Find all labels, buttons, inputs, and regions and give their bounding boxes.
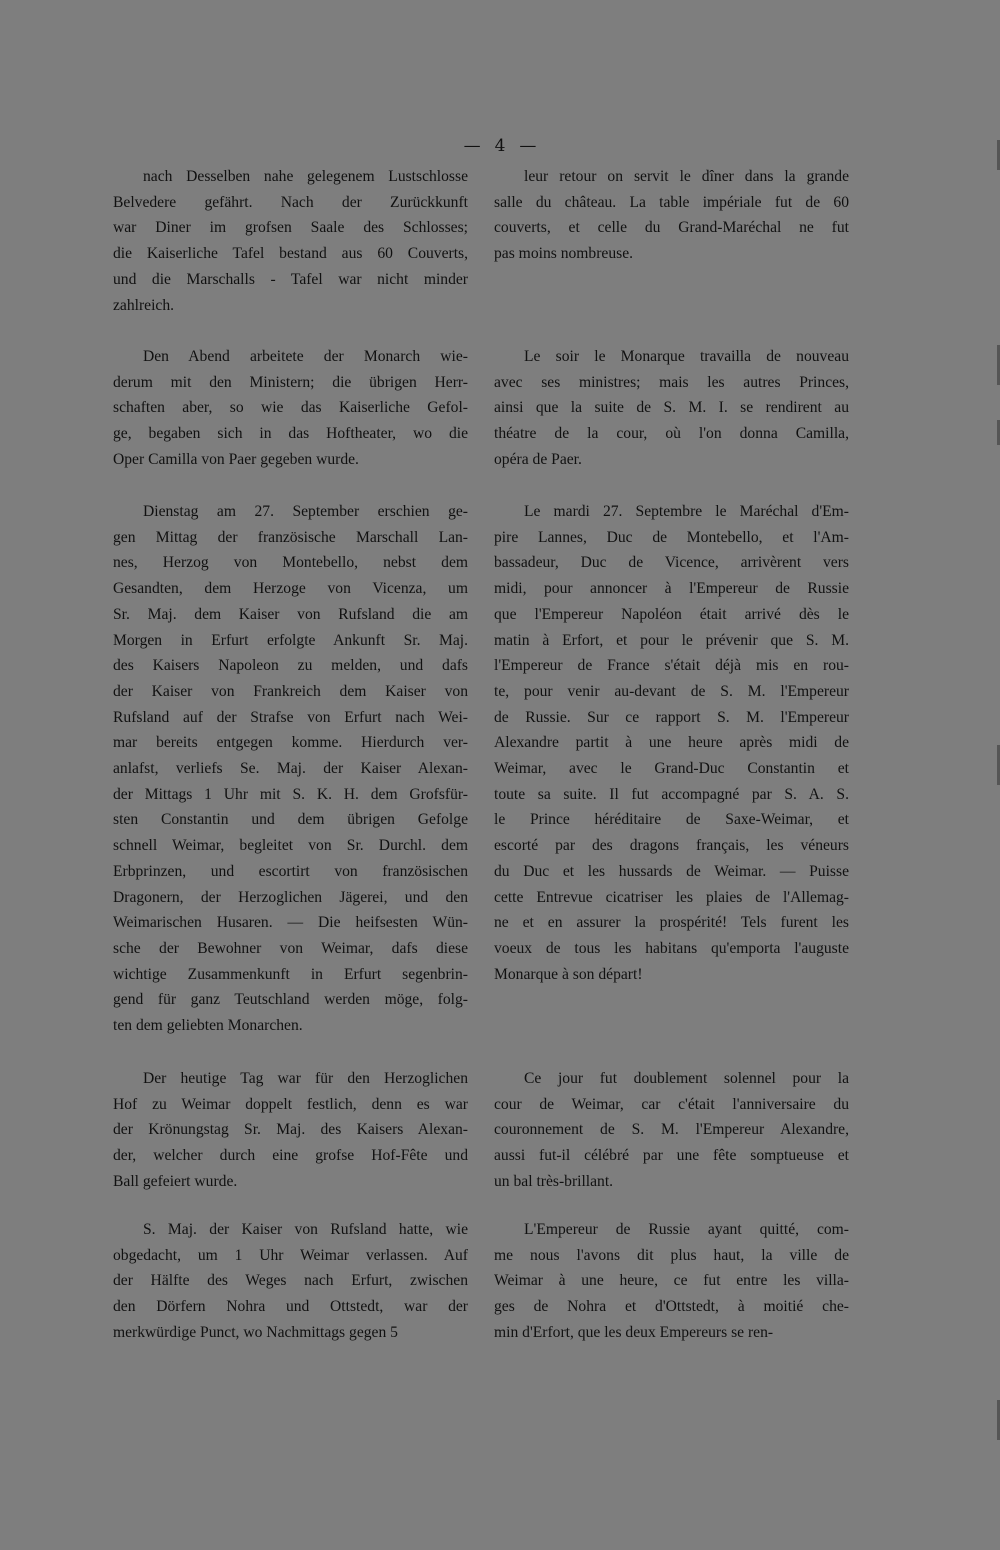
text-line: le Prince héréditaire de Saxe-Weimar, et (494, 811, 849, 829)
text-line: bassadeur, Duc de Vicence, arrivèrent vers (494, 554, 849, 572)
text-line: der Mittags 1 Uhr mit S. K. H. dem Grofsfür- (113, 785, 468, 803)
paragraph-de-heutige (113, 1066, 468, 1195)
text-line: schnell Weimar, begleitet von Sr. Durchl. dem (113, 837, 468, 855)
text-line: Belvedere gefährt. Nach der Zurückkunft (113, 193, 468, 211)
text-line: cour de Weimar, car c'était l'anniversaire du (494, 1095, 849, 1113)
text-line: ne et en assurer la prospérité! Tels furent les (494, 914, 849, 932)
text-line: matin à Erfort, et pour le prévenir que S. M. (494, 631, 849, 649)
text-line: der Krönungstag Sr. Maj. des Kaisers Alexan- (113, 1121, 468, 1139)
text-line: merkwürdige Punct, wo Nachmittags gegen 5 (113, 1323, 398, 1341)
text-line: zahlreich. (113, 296, 175, 314)
text-line: L'Empereur de Russie ayant quitté, com- (524, 1221, 849, 1238)
text-line: de Russie. Sur ce rapport S. M. l'Empereur (494, 708, 849, 726)
text-line: cette Entrevue cicatriser les plaies de l'Allemag- (494, 888, 849, 906)
text-line: Der heutige Tag war für den Herzoglichen (143, 1070, 468, 1087)
text-line: midi, pour annoncer à l'Empereur de Russie (494, 580, 849, 598)
text-line: den Dörfern Nohra und Ottstedt, war der (113, 1298, 468, 1316)
text-line: Dragonern, der Herzoglichen Jägerei, und den (113, 888, 468, 906)
text-line: der, welcher durch eine grofse Hof-Fête und (113, 1147, 468, 1165)
text-line: Ce jour fut doublement solennel pour la (524, 1070, 849, 1087)
text-line: sten Constantin und dem übrigen Gefolge (113, 811, 468, 829)
text-line: théatre de la cour, où l'on donna Camilla, (494, 425, 849, 443)
text-line: couronnement de S. M. l'Empereur Alexandre, (494, 1121, 849, 1139)
text-line: sche der Bewohner von Weimar, dafs diese (113, 939, 468, 957)
text-line: der Kaiser von Frankreich dem Kaiser von (113, 682, 468, 700)
text-line: mar bereits entgegen komme. Hierdurch ver- (113, 734, 468, 752)
page-number-dash-left: — (463, 136, 481, 156)
text-line: ten dem geliebten Monarchen. (113, 1017, 303, 1035)
text-line: du Duc et les hussards de Weimar. — Puisse (494, 862, 849, 880)
text-line: Morgen in Erfurt erfolgte Ankunft Sr. Maj. (113, 631, 468, 649)
text-line: escorté par des dragons français, les véneurs (494, 837, 849, 855)
text-line: l'Empereur de France s'était déjà mis en rou- (494, 657, 849, 675)
text-line: Weimarischen Husaren. — Die heifsesten Wün- (113, 914, 468, 932)
text-line: und die Marschalls - Tafel war nicht minder (113, 270, 468, 288)
text-line: des Kaisers Napoleon zu melden, und dafs (113, 657, 468, 675)
paragraph-de-belvedere (113, 164, 468, 318)
text-line: me nous l'avons dit plus haut, la ville de (494, 1246, 849, 1264)
text-line: Hof zu Weimar doppelt festlich, denn es war (113, 1095, 468, 1113)
text-line: pas moins nombreuse. (494, 245, 634, 263)
page-number-dash-right: — (519, 136, 537, 156)
text-line: leur retour on servit le dîner dans la grande (524, 168, 849, 185)
text-line: anlafst, verliefs Se. Maj. der Kaiser Alexan- (113, 760, 468, 778)
paragraph-de-abend (113, 344, 468, 473)
paragraph-de-smaj (113, 1217, 468, 1346)
text-line: Sr. Maj. dem Kaiser von Rufsland die am (113, 605, 468, 623)
page-number-value: 4 (494, 136, 506, 156)
text-line: der Hälfte des Weges nach Erfurt, zwischen (113, 1272, 468, 1290)
text-line: un bal très-brillant. (494, 1172, 614, 1190)
text-line: Alexandre partit à une heure après midi de (494, 734, 849, 752)
text-line: schaften aber, so wie das Kaiserliche Gefol- (113, 399, 468, 417)
text-line: obgedacht, um 1 Uhr Weimar verlassen. Auf (113, 1246, 468, 1264)
text-line: te, pour venir au-devant de S. M. l'Empereur (494, 682, 849, 700)
text-line: ainsi que la suite de S. M. I. se rendirent au (494, 399, 849, 417)
text-line: Monarque à son départ! (494, 965, 643, 983)
text-line: Dienstag am 27. September erschien ge- (143, 503, 468, 520)
paragraph-fr-mardi (494, 499, 849, 987)
text-line: toute sa suite. Il fut accompagné par S. A. S. (494, 785, 849, 803)
text-line: opéra de Paer. (494, 450, 582, 468)
text-line: nach Desselben nahe gelegenem Lustschlosse (143, 168, 468, 185)
text-line: derum mit den Ministern; die übrigen Herr- (113, 373, 468, 391)
text-line: Den Abend arbeitete der Monarch wie- (143, 348, 468, 365)
text-line: min d'Erfort, que les deux Empereurs se ren- (494, 1323, 774, 1341)
text-line: Erbprinzen, und escortirt von französischen (113, 862, 468, 880)
text-line: avec ses ministres; mais les autres Princes, (494, 373, 849, 391)
text-line: pire Lannes, Duc de Montebello, et l'Am- (494, 528, 849, 546)
text-line: gend für ganz Teutschland werden möge, folg- (113, 991, 468, 1009)
paragraph-fr-soir (494, 344, 849, 473)
text-line: wichtige Zusammenkunft in Erfurt segenbrin- (113, 965, 468, 983)
text-line: couverts, et celle du Grand-Maréchal ne fut (494, 219, 849, 237)
paragraph-fr-jour (494, 1066, 849, 1195)
text-line: que l'Empereur Napoléon était arrivé dès le (494, 605, 849, 623)
text-line: die Kaiserliche Tafel bestand aus 60 Couverts, (113, 245, 468, 263)
text-line: Gesandten, dem Herzoge von Vicenza, um (113, 580, 468, 598)
text-line: Weimar à une heure, ce fut entre les villa- (494, 1272, 849, 1290)
paragraph-fr-retour (494, 164, 849, 267)
paragraph-de-dienstag (113, 499, 468, 1039)
text-line: salle du château. La table impériale fut de 60 (494, 193, 849, 211)
text-line: nes, Herzog von Montebello, nebst dem (113, 554, 468, 572)
text-line: ges de Nohra et d'Ottstedt, à moitié che- (494, 1298, 849, 1316)
text-line: ge, begaben sich in das Hoftheater, wo die (113, 425, 468, 443)
text-line: aussi fut-il célébré par une fête somptueuse et (494, 1147, 849, 1165)
text-line: Ball gefeiert wurde. (113, 1172, 238, 1190)
text-line: Weimar, avec le Grand-Duc Constantin et (494, 760, 849, 778)
text-line: gen Mittag der französische Marschall Lan- (113, 528, 468, 546)
text-line: Oper Camilla von Paer gegeben wurde. (113, 450, 359, 468)
text-line: S. Maj. der Kaiser von Rufsland hatte, wie (143, 1221, 468, 1238)
text-line: Le soir le Monarque travailla de nouveau (524, 348, 849, 365)
paragraph-fr-empereur (494, 1217, 849, 1346)
text-line: war Diner im grofsen Saale des Schlosses; (113, 219, 468, 237)
text-line: Le mardi 27. Septembre le Maréchal d'Em- (524, 503, 849, 520)
page-number (0, 136, 1000, 156)
text-line: Rufsland auf der Strafse von Erfurt nach Wei- (113, 708, 468, 726)
text-line: voeux de tous les habitans qu'emporta l'auguste (494, 939, 849, 957)
